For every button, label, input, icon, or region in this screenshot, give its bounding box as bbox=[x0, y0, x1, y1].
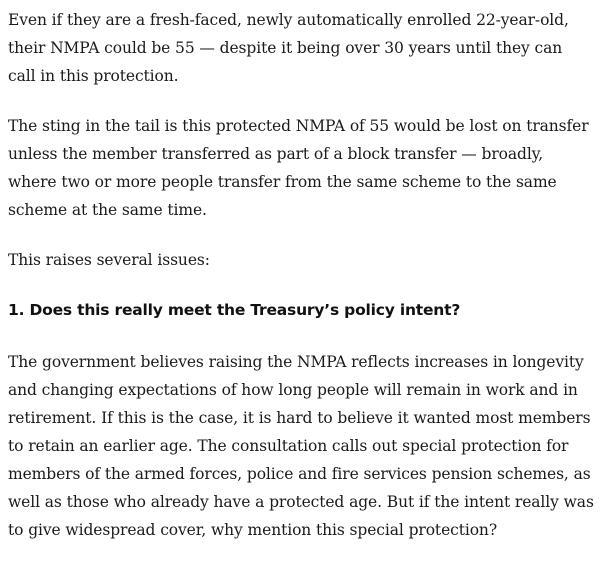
paragraph-fresh-faced: Even if they are a fresh-faced, newly automatically enrolled 22-year-old, their NMPA could be 55 — despite it being over 30 years until they can call in this protection. bbox=[8, 11, 569, 85]
paragraph-sting-in-tail: The sting in the tail is this protected NMPA of 55 would be lost on transfer unless the member transferred as part of a block transfer — broadly, where two or more people transfer from the same scheme to the same scheme at the same time. bbox=[8, 117, 589, 219]
paragraph-government-believes: The government believes raising the NMPA reflects increases in longevity and changing expectations of how long people will remain in work and in retirement. If this is the case, it is hard to believe it wanted most members to retain an earlier age. The consultation calls out special protection for members of the armed forces, police and fire services pension schemes, as well as those who already have a protected age. But if the intent really was to give widespread cover, why mention this special protection? bbox=[8, 353, 594, 539]
section-heading-policy-intent: 1. Does this really meet the Treasury’s policy intent? bbox=[8, 301, 461, 319]
paragraph-raises-issues: This raises several issues: bbox=[8, 251, 210, 269]
